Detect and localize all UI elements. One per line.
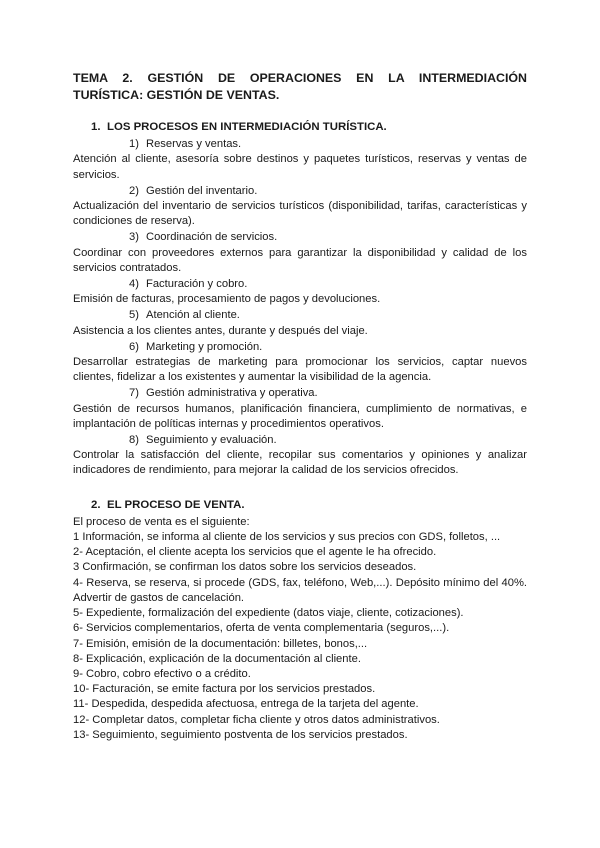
sales-step: 9- Cobro, cobro efectivo o a crédito. (73, 667, 251, 680)
section-2-heading (91, 498, 527, 513)
section-2-intro: El proceso de venta es el siguiente: (73, 515, 250, 528)
item-number: 2) (129, 184, 139, 197)
item-number: 5) (129, 309, 139, 322)
section-1-item (73, 433, 527, 479)
sales-step: 11- Despedida, despedida afectuosa, entrega de la tarjeta del agente. (73, 698, 419, 711)
item-label: Marketing y promoción. (146, 340, 263, 353)
section-1-heading (91, 120, 527, 135)
section-1-item (73, 137, 527, 183)
sales-step: 4- Reserva, se reserva, si procede (GDS, fax, teléfono, Web,...). Depósito mínimo del 40%. Advertir de gastos de cancelación. (73, 576, 527, 604)
section-1-item (73, 308, 527, 338)
section-2 (73, 498, 527, 743)
sales-step: 6- Servicios complementarios, oferta de venta complementaria (seguros,...). (73, 622, 450, 635)
document-title (73, 70, 527, 103)
sales-step: 10- Facturación, se emite factura por los servicios prestados. (73, 683, 376, 696)
item-label: Facturación y cobro. (146, 278, 248, 291)
item-label: Coordinación de servicios. (146, 231, 278, 244)
item-label: Gestión del inventario. (146, 184, 258, 197)
item-label: Atención al cliente. (146, 309, 240, 322)
title-line-1: TEMA 2. GESTIÓN DE OPERACIONES EN LA INTERMEDIACIÓN (73, 71, 527, 85)
section-1-heading-text: LOS PROCESOS EN INTERMEDIACIÓN TURÍSTICA. (107, 121, 387, 133)
item-description: Desarrollar estrategias de marketing para promocionar los servicios, captar nuevos clientes, fidelizar a los existentes y aumentar la visibilidad de la agencia. (73, 356, 527, 384)
section-1-item (73, 386, 527, 432)
item-heading (73, 184, 527, 199)
item-number: 3) (129, 231, 139, 244)
item-heading (73, 433, 527, 448)
item-description: Gestión de recursos humanos, planificación financiera, cumplimiento de normativas, e implantación de políticas internas y procedimientos operativos. (73, 402, 527, 430)
section-1-item (73, 277, 527, 307)
item-number: 8) (129, 434, 139, 447)
item-description: Controlar la satisfacción del cliente, recopilar sus comentarios y opiniones y analizar indicadores de rendimiento, para mejorar la calidad de los servicios ofrecidos. (73, 449, 527, 477)
sales-step: 13- Seguimiento, seguimiento postventa de los servicios prestados. (73, 728, 408, 741)
item-heading (73, 386, 527, 401)
item-heading (73, 308, 527, 323)
section-1-item (73, 230, 527, 276)
item-description: Asistencia a los clientes antes, durante y después del viaje. (73, 324, 368, 337)
title-line-2: TURÍSTICA: GESTIÓN DE VENTAS. (73, 87, 280, 102)
sales-step: 8- Explicación, explicación de la documentación al cliente. (73, 652, 361, 665)
item-description: Coordinar con proveedores externos para garantizar la disponibilidad y calidad de los servicios contratados. (73, 246, 527, 274)
item-number: 7) (129, 387, 139, 400)
item-heading (73, 277, 527, 292)
section-1-item (73, 184, 527, 230)
item-label: Reservas y ventas. (146, 138, 242, 151)
document-page (73, 66, 527, 743)
sales-step: 3 Confirmación, se confirman los datos sobre los servicios deseados. (73, 561, 417, 574)
sales-step: 7- Emisión, emisión de la documentación: billetes, bonos,... (73, 637, 368, 650)
item-label: Gestión administrativa y operativa. (146, 387, 318, 400)
item-number: 4) (129, 278, 139, 291)
section-1-number: 1. (91, 121, 101, 133)
section-2-number: 2. (91, 498, 101, 511)
item-description: Actualización del inventario de servicios turísticos (disponibilidad, tarifas, características y condiciones de reserva). (73, 200, 527, 228)
item-description: Atención al cliente, asesoría sobre destinos y paquetes turísticos, reservas y ventas de servicios. (73, 153, 527, 181)
sales-step: 12- Completar datos, completar ficha cliente y otros datos administrativos. (73, 713, 440, 726)
section-2-heading-text: EL PROCESO DE VENTA. (107, 498, 245, 511)
sales-step: 5- Expediente, formalización del expediente (datos viaje, cliente, cotizaciones). (73, 607, 464, 620)
sales-steps-list (73, 530, 527, 743)
item-label: Seguimiento y evaluación. (146, 434, 277, 447)
section-1-item (73, 340, 527, 386)
sales-step: 1 Información, se informa al cliente de los servicios y sus precios con GDS, folletos, ... (73, 531, 501, 544)
item-heading (73, 340, 527, 355)
item-number: 1) (129, 138, 139, 151)
sales-step: 2- Aceptación, el cliente acepta los servicios que el agente le ha ofrecido. (73, 546, 437, 559)
item-heading (73, 137, 527, 152)
item-description: Emisión de facturas, procesamiento de pagos y devoluciones. (73, 293, 381, 306)
item-heading (73, 230, 527, 245)
item-number: 6) (129, 340, 139, 353)
